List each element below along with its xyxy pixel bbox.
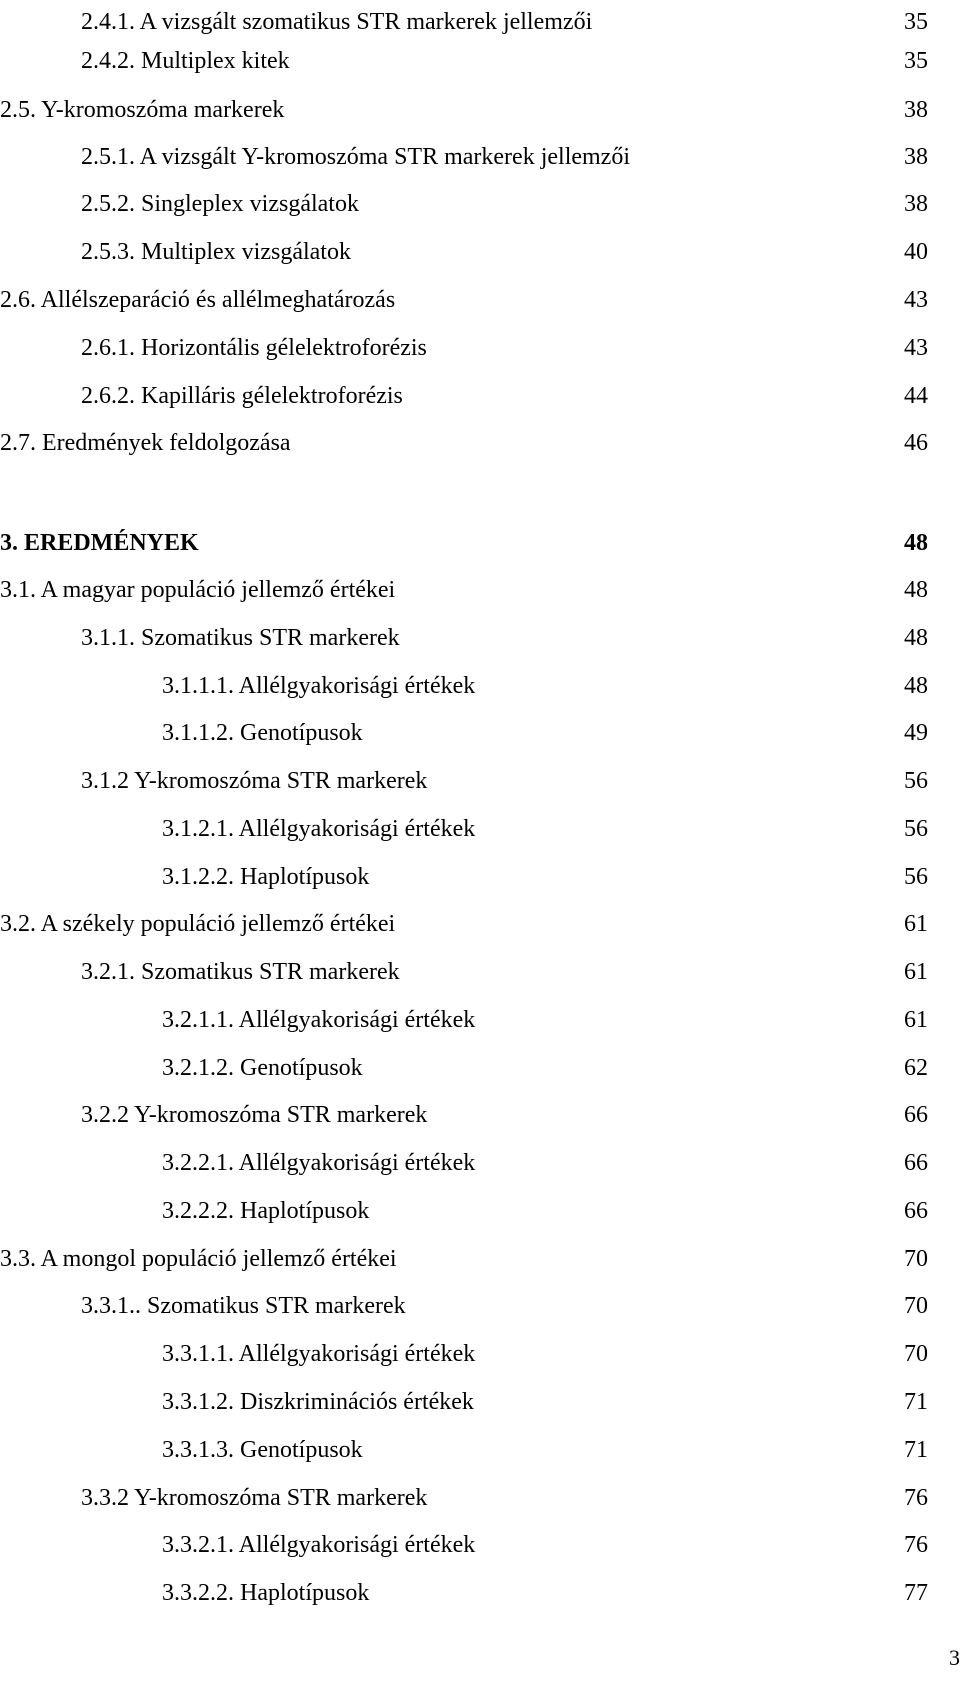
toc-entry-page: 61 [904,1007,928,1033]
toc-entry-label: 3. EREDMÉNYEK [0,530,199,556]
toc-entry-page: 76 [904,1532,928,1558]
toc-entry-label: 2.6.1. Horizontális gélelektroforézis [81,335,427,361]
toc-entry [0,809,960,849]
toc-entry-label: 3.3.1.3. Genotípusok [162,1437,363,1463]
toc-entry [0,1525,960,1565]
toc-entry-page: 44 [904,383,928,409]
toc-entry [0,41,960,81]
toc-entry-page: 43 [904,335,928,361]
toc-entry-label: 3.2.2 Y-kromoszóma STR markerek [81,1102,428,1128]
toc-entry-label: 2.6.2. Kapilláris gélelektroforézis [81,383,403,409]
toc-entry [0,1239,960,1279]
toc-entry [0,232,960,272]
toc-entry [0,1286,960,1326]
toc-entry-page: 48 [904,625,928,651]
toc-entry [0,857,960,897]
toc-entry-page: 66 [904,1102,928,1128]
toc-entry [0,713,960,753]
toc-entry-page: 38 [904,191,928,217]
toc-entry-label: 3.1. A magyar populáció jellemző értékei [0,577,396,603]
toc-entry-page: 62 [904,1055,928,1081]
toc-entry-label: 2.5.3. Multiplex vizsgálatok [81,239,351,265]
toc-entry-page: 70 [904,1341,928,1367]
toc-entry [0,904,960,944]
toc-entry-page: 48 [904,530,928,556]
toc-entry [0,376,960,416]
toc-entry-label: 3.2.2.2. Haplotípusok [162,1198,370,1224]
toc-entry [0,666,960,706]
toc-entry-label: 3.1.1. Szomatikus STR markerek [81,625,400,651]
toc-entry-label: 3.3.1.1. Allélgyakorisági értékek [162,1341,476,1367]
toc-entry-page: 56 [904,768,928,794]
toc-entry-label: 3.2.1.1. Allélgyakorisági értékek [162,1007,476,1033]
toc-entry-label: 3.3.2.2. Haplotípusok [162,1580,370,1606]
toc-entry [0,761,960,801]
toc-entry [0,90,960,130]
toc-entry-page: 76 [904,1485,928,1511]
toc-entry-label: 3.3. A mongol populáció jellemző értékei [0,1246,397,1272]
toc-entry-label: 2.5.2. Singleplex vizsgálatok [81,191,359,217]
toc-entry-label: 3.1.2.1. Allélgyakorisági értékek [162,816,476,842]
toc-entry [0,1478,960,1518]
toc-entry-page: 71 [904,1437,928,1463]
toc-entry [0,137,960,177]
toc-entry-label: 2.4.2. Multiplex kitek [81,48,290,74]
toc-entry-page: 56 [904,864,928,890]
toc-entry-page: 35 [904,48,928,74]
toc-entry [0,1191,960,1231]
toc-entry [0,1000,960,1040]
toc-entry-page: 48 [904,577,928,603]
toc-entry-page: 66 [904,1198,928,1224]
toc-entry-label: 2.5. Y-kromoszóma markerek [0,97,285,123]
toc-entry-page: 38 [904,97,928,123]
toc-entry-page: 77 [904,1580,928,1606]
toc-entry-page: 35 [904,9,928,35]
toc-entry-page: 71 [904,1389,928,1415]
toc-entry-label: 3.2. A székely populáció jellemző értékei [0,911,396,937]
toc-entry-label: 3.3.2.1. Allélgyakorisági értékek [162,1532,476,1558]
toc-entry-label: 2.6. Allélszeparáció és allélmeghatározás [0,287,396,313]
toc-entry-page: 66 [904,1150,928,1176]
toc-entry-page: 61 [904,959,928,985]
toc-entry-label: 3.2.1. Szomatikus STR markerek [81,959,400,985]
toc-entry-label: 3.2.1.2. Genotípusok [162,1055,363,1081]
toc-entry-page: 70 [904,1246,928,1272]
toc-chapter-heading [0,523,960,563]
toc-entry-page: 70 [904,1293,928,1319]
toc-entry-label: 3.3.1.. Szomatikus STR markerek [81,1293,406,1319]
toc-entry [0,280,960,320]
toc-entry [0,2,960,42]
toc-entry-label: 2.7. Eredmények feldolgozása [0,430,291,456]
toc-entry-label: 3.1.1.2. Genotípusok [162,720,363,746]
toc-entry [0,1095,960,1135]
toc-entry-page: 40 [904,239,928,265]
toc-entry [0,328,960,368]
toc-entry [0,1382,960,1422]
toc-entry-label: 3.3.1.2. Diszkriminációs értékek [162,1389,474,1415]
toc-entry-page: 38 [904,144,928,170]
toc-entry [0,423,960,463]
toc-entry [0,1573,960,1613]
toc-entry-page: 48 [904,673,928,699]
toc-entry [0,1048,960,1088]
toc-entry [0,1143,960,1183]
page-number: 3 [949,1645,960,1670]
toc-entry [0,952,960,992]
toc-entry-label: 3.3.2 Y-kromoszóma STR markerek [81,1485,428,1511]
toc-entry-page: 61 [904,911,928,937]
toc-entry-label: 2.4.1. A vizsgált szomatikus STR markerek jellemzői [81,9,593,35]
toc-entry-page: 49 [904,720,928,746]
toc-entry-label: 2.5.1. A vizsgált Y-kromoszóma STR markerek jellemzői [81,144,630,170]
toc-entry-label: 3.2.2.1. Allélgyakorisági értékek [162,1150,476,1176]
toc-entry-page: 46 [904,430,928,456]
toc-entry-label: 3.1.1.1. Allélgyakorisági értékek [162,673,476,699]
toc-entry-label: 3.1.2 Y-kromoszóma STR markerek [81,768,428,794]
toc-entry [0,184,960,224]
toc-entry-label: 3.1.2.2. Haplotípusok [162,864,370,890]
toc-entry [0,1430,960,1470]
toc-entry-page: 56 [904,816,928,842]
toc-entry [0,1334,960,1374]
toc-entry [0,618,960,658]
toc-entry [0,570,960,610]
toc-entry-page: 43 [904,287,928,313]
